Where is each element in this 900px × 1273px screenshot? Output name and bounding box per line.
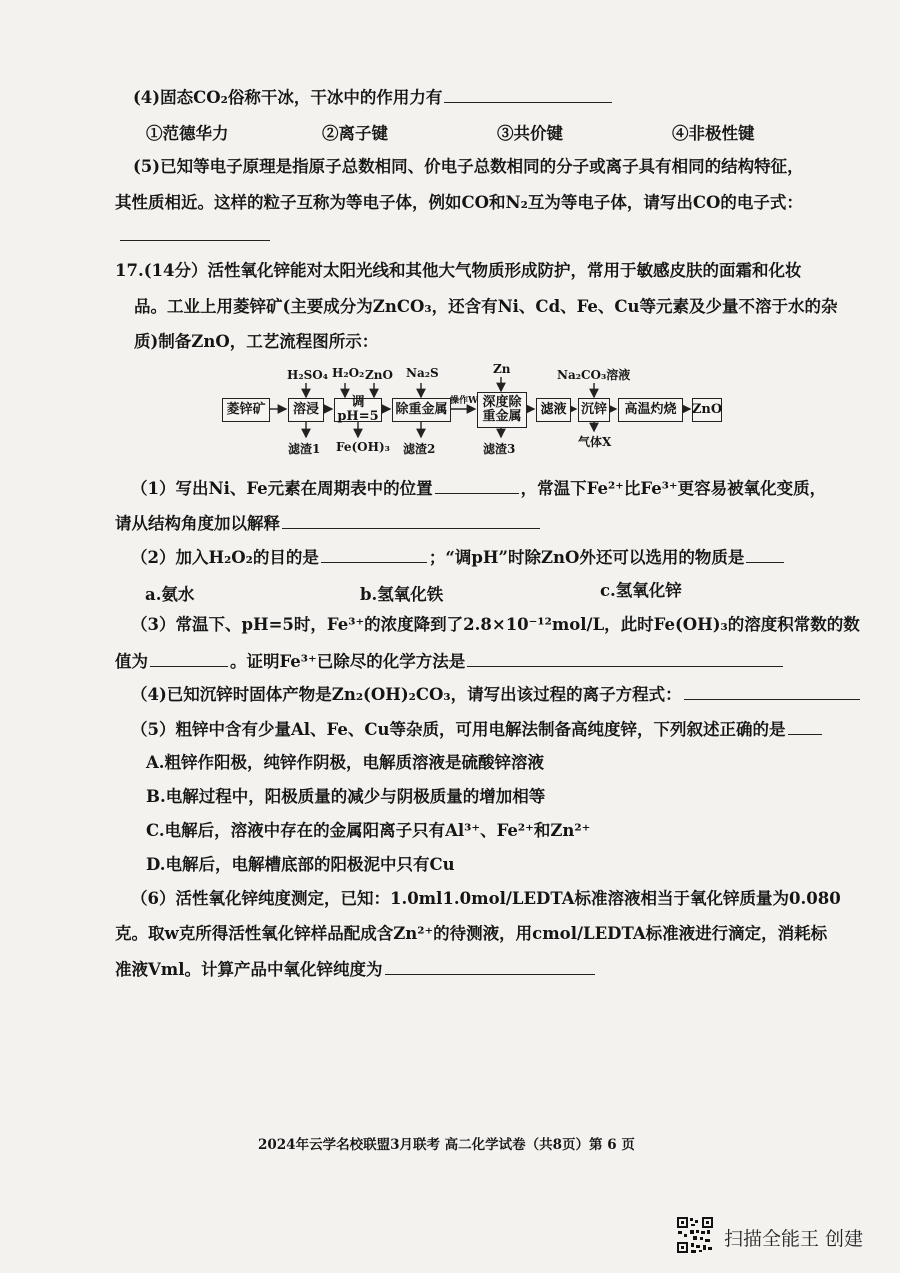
reagent-zn: Zn — [493, 362, 511, 376]
flow-box-deep-removal: 深度除重金属 — [477, 392, 527, 428]
q17-part5-option-c: C.电解后，溶液中存在的金属阳离子只有Al³⁺、Fe²⁺和Zn²⁺ — [146, 821, 591, 840]
output-residue-2: 滤渣2 — [403, 442, 436, 456]
q16-part4-text: (4)固态CO₂俗称干冰，干冰中的作用力有 — [133, 88, 443, 107]
q17-part2-text-a: （2）加入H₂O₂的目的是 — [131, 548, 319, 567]
q16-part4-option-2: ②离子键 — [322, 124, 388, 143]
output-feoh3: Fe(OH)₃ — [336, 440, 390, 454]
flow-box-leaching: 溶浸 — [288, 398, 324, 422]
q17-part6-line2: 克。取w克所得活性氧化锌样品配成含Zn²⁺的待测液，用cmol/LEDTA标准液进行滴定，消耗标 — [115, 924, 828, 943]
reagent-na2co3-solution: Na₂CO₃溶液 — [557, 368, 631, 382]
reagent-h2so4: H₂SO₄ — [287, 368, 328, 382]
q17-part1-position-blank[interactable] — [435, 477, 519, 494]
flow-box-calcination: 高温灼烧 — [618, 398, 683, 422]
scanner-brand-text: 扫描全能王 创建 — [724, 1228, 864, 1250]
q17-part5-line — [131, 718, 824, 741]
q17-part6-line3 — [115, 958, 597, 981]
reagent-zno: ZnO — [365, 368, 393, 382]
q17-part4-equation-blank[interactable] — [684, 683, 860, 700]
q17-part1-line1 — [131, 477, 826, 500]
flow-box-remove-heavy-metals: 除重金属 — [392, 398, 451, 422]
q17-part5-text: （5）粗锌中含有少量Al、Fe、Cu等杂质，可用电解法制备高纯度锌，下列叙述正确的是 — [131, 720, 786, 739]
q17-intro-line2: 品。工业上用菱锌矿(主要成分为ZnCO₃，还含有Ni、Cd、Fe、Cu等元素及少量不溶于水的杂 — [134, 297, 838, 316]
q17-part3-line2 — [115, 650, 785, 673]
q17-part2-text-b: ；“调pH”时除ZnO外还可以选用的物质是 — [428, 548, 745, 567]
qr-code-icon — [676, 1216, 714, 1254]
flow-box-precipitate-zinc: 沉锌 — [578, 398, 610, 422]
q16-part4-option-3: ③共价键 — [497, 124, 563, 143]
q17-intro-line1: 17.(14分）活性氧化锌能对太阳光线和其他大气物质形成防护，常用于敏感皮肤的面霜和化妆 — [115, 261, 802, 280]
q16-part4-option-4: ④非极性键 — [672, 124, 755, 143]
q17-part2-option-c: c.氢氧化锌 — [600, 581, 682, 600]
q16-part5-line1: (5)已知等电子原理是指原子总数相同、价电子总数相同的分子或离子具有相同的结构特征， — [133, 157, 804, 176]
output-residue-3: 滤渣3 — [483, 442, 516, 456]
q17-part1-text-a: （1）写出Ni、Fe元素在周期表中的位置 — [131, 479, 433, 498]
q17-part3-text-a: 值为 — [115, 652, 148, 671]
q17-part1-explanation-blank[interactable] — [282, 512, 540, 529]
flow-box-adjust-ph: 调pH=5 — [334, 398, 382, 422]
q17-part3-text-b: 。证明Fe³⁺已除尽的化学方法是 — [230, 652, 466, 671]
q17-part1-text-b: ，常温下Fe²⁺比Fe³⁺更容易被氧化变质， — [520, 479, 827, 498]
q17-part5-answer-blank[interactable] — [788, 718, 822, 735]
q17-part6-purity-blank[interactable] — [385, 958, 595, 975]
q17-part5-option-a: A.粗锌作阳极，纯锌作阴极，电解质溶液是硫酸锌溶液 — [146, 753, 545, 772]
q17-part5-option-d: D.电解后，电解槽底部的阳极泥中只有Cu — [146, 855, 455, 874]
q16-part5-line2: 其性质相近。这样的粒子互称为等电子体，例如CO和N₂互为等电子体，请写出CO的电子式： — [115, 193, 803, 212]
q17-part1-line2 — [115, 512, 542, 535]
flow-box-filtrate: 滤液 — [536, 398, 571, 422]
flow-box-product-zno: ZnO — [692, 398, 722, 422]
reagent-na2s: Na₂S — [406, 366, 439, 380]
operation-w-label: 操作W — [450, 396, 479, 406]
q17-part3-line1: （3）常温下、pH=5时，Fe³⁺的浓度降到了2.8×10⁻¹²mol/L，此时Fe(OH)₃的溶度积常数的数 — [131, 615, 860, 634]
output-residue-1: 滤渣1 — [288, 442, 321, 456]
flow-box-ore: 菱锌矿 — [222, 398, 270, 422]
output-gas-x: 气体X — [578, 435, 612, 449]
page-footer: 2024年云学名校联盟3月联考 高二化学试卷（共8页）第 6 页 — [258, 1137, 635, 1153]
q17-part2-option-a: a.氨水 — [145, 585, 195, 604]
q17-part6-text: 准液Vml。计算产品中氧化锌纯度为 — [115, 960, 383, 979]
q17-part4-line — [131, 683, 862, 706]
process-flow-chart — [0, 0, 900, 470]
q17-part2-option-b: b.氢氧化铁 — [360, 585, 444, 604]
q17-part2-purpose-blank[interactable] — [321, 546, 427, 563]
q17-part3-method-blank[interactable] — [467, 650, 783, 667]
q17-part3-ksp-blank[interactable] — [150, 650, 228, 667]
q17-part1-text-c: 请从结构角度加以解释 — [115, 514, 280, 533]
reagent-h2o2: H₂O₂ — [332, 366, 365, 380]
q17-part2-line1 — [131, 546, 786, 569]
q17-part6-line1: （6）活性氧化锌纯度测定，已知：1.0ml1.0mol/LEDTA标准溶液相当于氧化锌质量为0.080 — [131, 889, 841, 908]
q17-intro-line3: 质)制备ZnO，工艺流程图所示： — [134, 332, 379, 351]
q17-part2-choice-blank[interactable] — [746, 546, 784, 563]
q17-part4-text: （4)已知沉锌时固体产物是Zn₂(OH)₂CO₃，请写出该过程的离子方程式： — [131, 685, 682, 704]
q17-part5-option-b: B.电解过程中，阳极质量的减少与阴极质量的增加相等 — [146, 787, 546, 806]
q16-part4-option-1: ①范德华力 — [146, 124, 229, 143]
scanner-watermark — [676, 1216, 876, 1256]
